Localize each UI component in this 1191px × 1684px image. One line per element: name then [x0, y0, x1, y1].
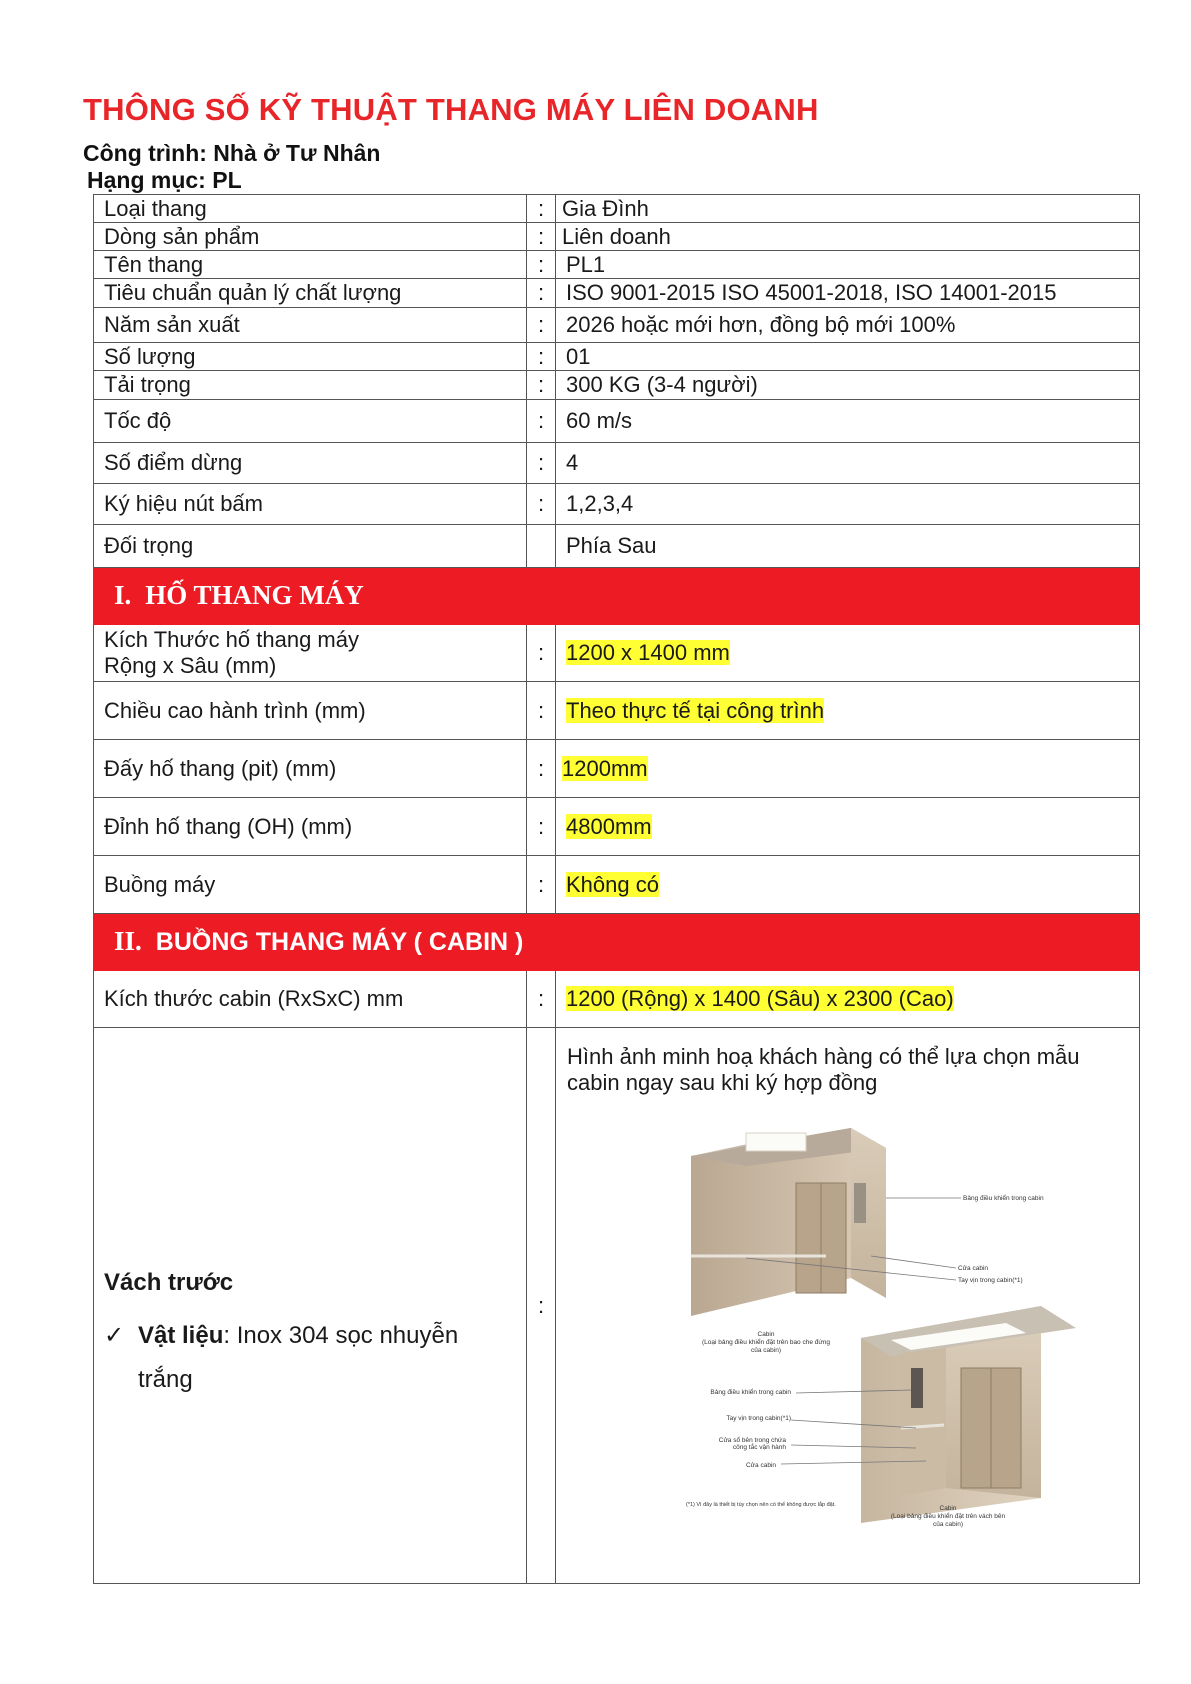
- spec-label: Dòng sản phẩm: [94, 223, 527, 251]
- highlighted-value: 1200 x 1400 mm: [566, 640, 730, 665]
- spec-label: Chiều cao hành trình (mm): [94, 682, 527, 740]
- section-title-text: BUỒNG THANG MÁY ( CABIN ): [155, 928, 524, 956]
- colon: :: [527, 798, 556, 856]
- spec-value: Phía Sau: [556, 525, 1140, 568]
- callout-label: Bảng điều khiển trong cabin: [963, 1195, 1044, 1202]
- callout-label: Cửa cabin: [958, 1265, 989, 1272]
- spec-label: [94, 625, 527, 682]
- cabin-caption: Cabin: [939, 1505, 957, 1512]
- highlighted-value: 4800mm: [566, 813, 652, 839]
- colon: :: [527, 740, 556, 798]
- section-title-text: HỐ THANG MÁY: [145, 580, 364, 610]
- colon: :: [527, 251, 556, 279]
- spec-value: Gia Đình: [556, 195, 1140, 223]
- cabin-caption: Cabin: [757, 1331, 775, 1338]
- illustration-cell: [556, 1028, 1140, 1584]
- spec-value: [556, 856, 1140, 914]
- wall-spec-cell: [94, 1028, 527, 1584]
- cabin-caption-note: (Loại bảng điều khiển đặt trên vách bên: [890, 1513, 1006, 1520]
- spec-value: 1,2,3,4: [556, 484, 1140, 525]
- cabin-caption-note: của cabin): [751, 1347, 781, 1354]
- spec-row: [94, 740, 1140, 798]
- material-label: Vật liệu: [138, 1321, 224, 1349]
- spec-label: Kích thước cabin (RxSxC) mm: [94, 971, 527, 1028]
- spec-label: Đỉnh hố thang (OH) (mm): [94, 798, 527, 856]
- spec-value: Liên doanh: [556, 223, 1140, 251]
- spec-row: [94, 856, 1140, 914]
- spec-value: [556, 971, 1140, 1028]
- spec-row: [94, 251, 1140, 279]
- spec-row: [94, 371, 1140, 400]
- spec-value: 2026 hoặc mới hơn, đồng bộ mới 100%: [556, 308, 1140, 343]
- spec-value: [556, 740, 1140, 798]
- spec-value: 4: [556, 443, 1140, 484]
- spec-value: 300 KG (3-4 người): [556, 371, 1140, 400]
- spec-row: [94, 195, 1140, 223]
- spec-row: [94, 484, 1140, 525]
- colon: :: [527, 1028, 556, 1584]
- spec-value: [556, 625, 1140, 682]
- colon: :: [527, 625, 556, 682]
- spec-row: [94, 525, 1140, 568]
- project-line: Công trình: Nhà ở Tư Nhân: [83, 140, 381, 166]
- spec-row: [94, 625, 1140, 682]
- callout-label: Tay vịn trong cabin(*1): [726, 1415, 791, 1422]
- wall-material-item: [104, 1314, 526, 1402]
- footnote: (*1) Vì đây là thiết bị tùy chọn nên có thể không được lắp đặt.: [686, 1502, 836, 1508]
- spec-row: [94, 279, 1140, 308]
- section-title: [94, 914, 1140, 971]
- colon-empty: [527, 525, 556, 568]
- colon: :: [527, 223, 556, 251]
- spec-value: 60 m/s: [556, 400, 1140, 443]
- wall-heading: Vách trước: [104, 1268, 234, 1296]
- spec-value: [556, 682, 1140, 740]
- cabin-2-drawing: [861, 1306, 1076, 1523]
- spec-label: Tốc độ: [94, 400, 527, 443]
- spec-label: Buồng máy: [94, 856, 527, 914]
- colon: :: [527, 682, 556, 740]
- section-number: I.: [114, 580, 132, 610]
- spec-row: [94, 223, 1140, 251]
- spec-label: Năm sản xuất: [94, 308, 527, 343]
- spec-label: Loại thang: [94, 195, 527, 223]
- material-value-cont: trắng: [138, 1365, 193, 1393]
- colon: :: [527, 443, 556, 484]
- callout-label: Cửa sổ bên trong chứa: [718, 1437, 786, 1444]
- callout-label: công tắc vận hành: [732, 1444, 786, 1451]
- spec-value: 01: [556, 343, 1140, 371]
- spec-row: [94, 400, 1140, 443]
- spec-label: Số lượng: [94, 343, 527, 371]
- callout-label: Tay vịn trong cabin(*1): [958, 1277, 1023, 1284]
- spec-label: Ký hiệu nút bấm: [94, 484, 527, 525]
- illustration-wrapper: [556, 1028, 1139, 1583]
- colon: :: [527, 400, 556, 443]
- colon: :: [527, 371, 556, 400]
- spec-row: [94, 308, 1140, 343]
- wall-material-text: [138, 1314, 458, 1402]
- section-header-shaft: [94, 568, 1140, 625]
- spec-value: PL1: [556, 251, 1140, 279]
- highlighted-value: 1200mm: [562, 755, 648, 781]
- cabin-caption-note: (Loại bảng điều khiển đặt trên bao che đứng: [702, 1339, 830, 1346]
- spec-label: Tiêu chuẩn quản lý chất lượng: [94, 279, 527, 308]
- section-header-cabin: [94, 914, 1140, 971]
- colon: :: [527, 343, 556, 371]
- spec-value: [556, 798, 1140, 856]
- colon: :: [527, 308, 556, 343]
- illustration-caption: Hình ảnh minh hoạ khách hàng có thể lựa chọn mẫu cabin ngay sau khi ký hợp đồng: [567, 1044, 1080, 1095]
- colon: :: [527, 279, 556, 308]
- highlighted-value: 1200 (Rộng) x 1400 (Sâu) x 2300 (Cao): [566, 986, 954, 1011]
- callout-label: Cửa cabin: [745, 1462, 776, 1469]
- spec-row: [94, 343, 1140, 371]
- section-title: [94, 568, 1140, 625]
- callout-label: Bảng điều khiển trong cabin: [710, 1389, 791, 1396]
- spec-label: Tên thang: [94, 251, 527, 279]
- highlighted-value: Theo thực tế tại công trình: [566, 697, 825, 723]
- document-title: THÔNG SỐ KỸ THUẬT THANG MÁY LIÊN DOANH: [83, 92, 819, 127]
- section-number: II.: [114, 926, 142, 956]
- spec-row: [94, 798, 1140, 856]
- spec-row: [94, 682, 1140, 740]
- colon: :: [527, 195, 556, 223]
- spec-value: ISO 9001-2015 ISO 45001-2018, ISO 14001-2015: [556, 279, 1140, 308]
- category-line: Hạng mục: PL: [87, 167, 242, 193]
- spec-label: Tải trọng: [94, 371, 527, 400]
- spec-label: Số điểm dừng: [94, 443, 527, 484]
- check-icon: ✓: [104, 1321, 125, 1349]
- spec-row: [94, 443, 1140, 484]
- colon: :: [527, 971, 556, 1028]
- colon: :: [527, 484, 556, 525]
- spec-label: Đấy hố thang (pit) (mm): [94, 740, 527, 798]
- cabin-illustration: [686, 1128, 1126, 1568]
- spec-label-line: Kích Thước hố thang máy: [104, 627, 359, 652]
- spec-row: [94, 971, 1140, 1028]
- spec-label-line: Rộng x Sâu (mm): [104, 653, 277, 678]
- cabin-caption-note: của cabin): [933, 1521, 963, 1528]
- material-value: : Inox 304 sọc nhuyễn: [223, 1321, 459, 1349]
- spec-table: [93, 194, 1140, 1584]
- cabin-wall-row: [94, 1028, 1140, 1584]
- cabin-1-drawing: [691, 1128, 961, 1316]
- spec-label: Đối trọng: [94, 525, 527, 568]
- colon: :: [527, 856, 556, 914]
- highlighted-value: Không có: [566, 871, 659, 897]
